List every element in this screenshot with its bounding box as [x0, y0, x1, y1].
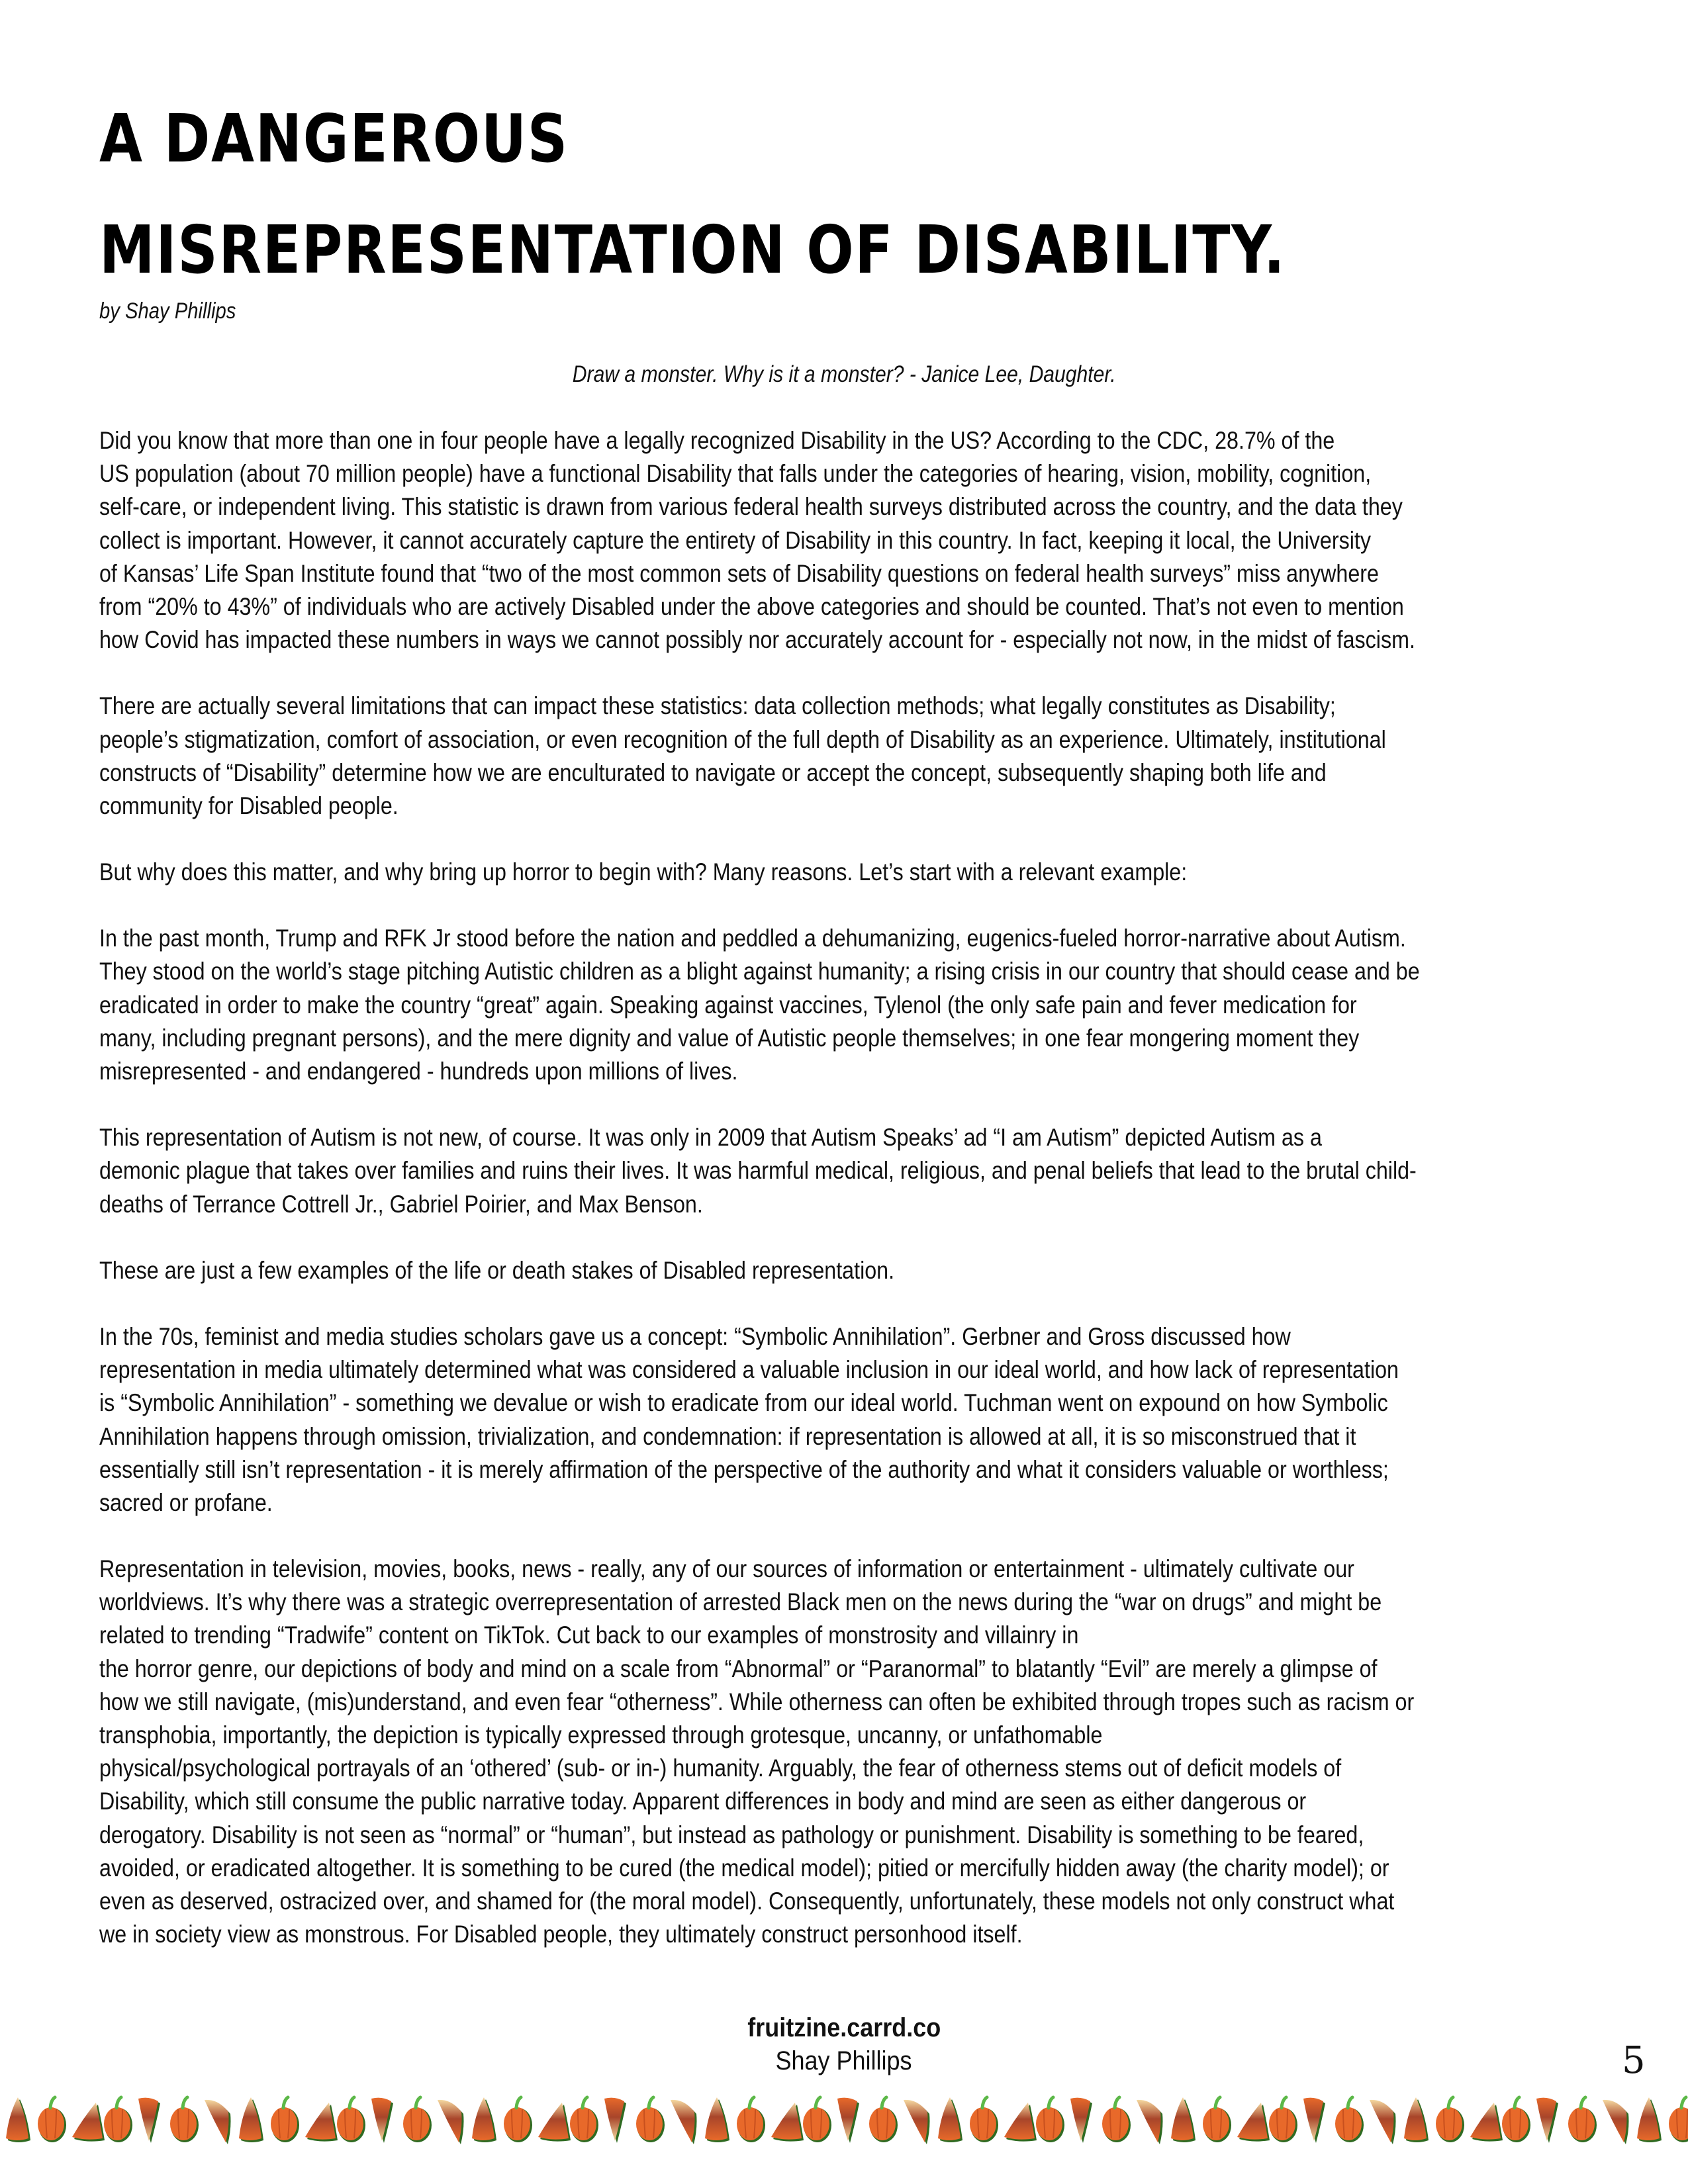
- candy-corn-icon: [604, 2098, 626, 2143]
- candy-corn-icon: [1637, 2097, 1662, 2142]
- candy-corn-icon: [1603, 2100, 1629, 2144]
- pumpkin-icon: [504, 2097, 532, 2142]
- paragraph-line: They stood on the world’s stage pitching Autistic children as a blight against humanity; a rising crisis in our country that should cease and be: [99, 957, 1420, 985]
- pumpkin-icon: [1502, 2097, 1530, 2142]
- candy-corn-icon: [904, 2100, 930, 2144]
- paragraph-line: self-care, or independent living. This statistic is drawn from various federal health surveys distributed across the country, and the data they: [99, 492, 1403, 521]
- pumpkin-icon: [570, 2097, 598, 2142]
- paragraph: [99, 424, 1595, 656]
- pumpkin-icon: [403, 2097, 432, 2142]
- paragraph-line: how Covid has impacted these numbers in ways we cannot possibly nor accurately account for - especially not now, in the midst of fascism.: [99, 625, 1415, 654]
- paragraph-line: essentially still isn’t representation - it is merely affirmation of the perspective of the authority and what it considers valuable or worthless;: [99, 1455, 1389, 1483]
- paragraph-line: related to trending “Tradwife” content on TikTok. Cut back to our examples of monstrosity and villainry in: [99, 1621, 1079, 1649]
- pumpkin-icon: [737, 2097, 765, 2142]
- candy-corn-icon: [671, 2100, 697, 2144]
- paragraph-line: even as deserved, ostracized over, and shamed for (the moral model). Consequently, unfortunately, these models not only construct what: [99, 1886, 1395, 1915]
- footer-site-link-wrap: [0, 2012, 1688, 2044]
- candy-corn-icon: [371, 2098, 393, 2143]
- footer-author: Shay Phillips: [775, 2046, 913, 2075]
- candy-corn-icon: [1470, 2103, 1503, 2142]
- paragraph-line: US population (about 70 million people) have a functional Disability that falls under the categories of hearing, vision, mobility, cognition,: [99, 459, 1372, 488]
- pumpkin-icon: [271, 2097, 299, 2142]
- pumpkin-icon: [1568, 2097, 1597, 2142]
- pumpkin-icon: [1036, 2097, 1064, 2142]
- paragraph-line: representation in media ultimately determined what was considered a valuable inclusion in our ideal world, and how lack of representation: [99, 1355, 1399, 1384]
- candy-corn-icon: [1004, 2103, 1037, 2142]
- candy-corn-icon: [1303, 2098, 1325, 2143]
- paragraph-line: deaths of Terrance Cottrell Jr., Gabriel Poirier, and Max Benson.: [99, 1189, 703, 1218]
- pumpkin-icon: [1436, 2097, 1464, 2142]
- candy-corn-icon: [1370, 2100, 1396, 2144]
- paragraph-line: In the 70s, feminist and media studies scholars gave us a concept: “Symbolic Annihilation”. Gerbner and Gross discussed how: [99, 1322, 1291, 1350]
- candy-corn-icon: [1404, 2097, 1429, 2142]
- candy-corn-icon: [72, 2103, 105, 2142]
- paragraph-line: from “20% to 43%” of individuals who are actively Disabled under the above categories and should be counted. That’s not even to mention: [99, 592, 1404, 620]
- footer-site-link[interactable]: fruitzine.carrd.co: [747, 2013, 941, 2042]
- pumpkin-icon: [38, 2097, 66, 2142]
- paragraph-line: of Kansas’ Life Span Institute found that “two of the most common sets of Disability questions on federal health surveys” miss anywhere: [99, 559, 1379, 587]
- candy-corn-icon: [1536, 2098, 1558, 2143]
- paragraph-line: the horror genre, our depictions of body and mind on a scale from “Abnormal” or “Paranormal” to blatantly “Evil” are merely a glimpse of: [99, 1654, 1378, 1682]
- pumpkin-icon: [104, 2097, 132, 2142]
- paragraph: [99, 921, 1595, 1087]
- candy-corn-icon: [205, 2100, 231, 2144]
- paragraph: [99, 1320, 1595, 1519]
- paragraph-line: avoided, or eradicated altogether. It is something to be cured (the medical model); pitied or mercifully hidden away (the charity model); or: [99, 1853, 1389, 1882]
- pumpkin-icon: [1269, 2097, 1297, 2142]
- paragraph-line: This representation of Autism is not new, of course. It was only in 2009 that Autism Speaks’ ad “I am Autism” depicted Autism as a: [99, 1123, 1322, 1152]
- pumpkin-icon: [803, 2097, 831, 2142]
- paragraph-line: misrepresented - and endangered - hundreds upon millions of lives.: [99, 1057, 738, 1085]
- pumpkin-icon: [1203, 2097, 1231, 2142]
- paragraph-line: derogatory. Disability is not seen as “normal” or “human”, but instead as pathology or punishment. Disability is something to be feared,: [99, 1820, 1364, 1848]
- pumpkin-icon: [1102, 2097, 1131, 2142]
- page-number: 5: [1622, 2039, 1646, 2082]
- candy-corn-icon: [538, 2103, 571, 2142]
- candy-corn-icon: [305, 2103, 338, 2142]
- paragraph-line: Disability, which still consume the public narrative today. Apparent differences in body and mind are seen as either dangerous or: [99, 1787, 1307, 1815]
- paragraph-line: Representation in television, movies, books, news - really, any of our sources of information or entertainment - ultimately cultivate our: [99, 1555, 1354, 1583]
- pumpkin-icon: [869, 2097, 898, 2142]
- candy-corn-icon: [938, 2097, 962, 2142]
- pumpkin-icon: [1669, 2097, 1688, 2142]
- candy-corn-icon: [438, 2100, 464, 2144]
- paragraph-line: community for Disabled people.: [99, 791, 399, 819]
- paragraph-line: There are actually several limitations that can impact these statistics: data collection methods; what legally constitutes as Disability;: [99, 692, 1336, 720]
- paragraph-line: many, including pregnant persons), and the mere dignity and value of Autistic people themselves; in one fear mongering moment they: [99, 1023, 1360, 1052]
- paragraph-line: demonic plague that takes over families and ruins their lives. It was harmful medical, religious, and penal beliefs that lead to the brutal child-: [99, 1156, 1417, 1185]
- paragraph-line: constructs of “Disability” determine how we are enculturated to navigate or accept the concept, subsequently shaping both life and: [99, 758, 1327, 786]
- paragraph-line: worldviews. It’s why there was a strategic overrepresentation of arrested Black men on the news during the “war on drugs” and might be: [99, 1588, 1382, 1616]
- epigraph: [0, 360, 1688, 389]
- pumpkin-icon: [970, 2097, 998, 2142]
- footer-author-wrap: [0, 2045, 1688, 2077]
- paragraph-line: transphobia, importantly, the depiction is typically expressed through grotesque, uncanny, or unfathomable: [99, 1721, 1103, 1749]
- paragraph-line: collect is important. However, it cannot accurately capture the entirety of Disability in this country. In fact, keeping it local, the University: [99, 525, 1371, 554]
- epigraph-text: Draw a monster. Why is it a monster? - Janice Lee, Daughter.: [572, 361, 1116, 387]
- candy-corn-icon: [239, 2097, 263, 2142]
- paragraph-line: how we still navigate, (mis)understand, and even fear “otherness”. While otherness can often be exhibited through tropes such as racism or: [99, 1687, 1415, 1715]
- paragraph-line: Annihilation happens through omission, trivialization, and condemnation: if representation is allowed at all, it is so misconstrued that it: [99, 1422, 1356, 1450]
- candy-corn-icon: [1171, 2097, 1196, 2142]
- pumpkin-icon: [1335, 2097, 1364, 2142]
- paragraph-line: people’s stigmatization, comfort of association, or even recognition of the full depth of Disability as an experience. Ultimately, institutional: [99, 725, 1386, 753]
- candy-corn-icon: [472, 2097, 496, 2142]
- candy-corn-icon: [1070, 2098, 1092, 2143]
- paragraph-line: But why does this matter, and why bring up horror to begin with? Many reasons. Let’s start with a relevant example:: [99, 858, 1188, 886]
- paragraph: [99, 855, 1595, 888]
- paragraph-line: Did you know that more than one in four people have a legally recognized Disability in the US? According to the CDC, 28.7% of the: [99, 426, 1335, 454]
- candy-corn-icon: [837, 2098, 859, 2143]
- paragraph: [99, 1552, 1595, 1950]
- pumpkin-icon: [636, 2097, 665, 2142]
- candy-border: [0, 2095, 1688, 2144]
- pumpkin-icon: [337, 2097, 365, 2142]
- pumpkin-icon: [170, 2097, 199, 2142]
- paragraph-line: physical/psychological portrayals of an ‘othered’ (sub- or in-) humanity. Arguably, the fear of otherness stems out of deficit models of: [99, 1754, 1342, 1782]
- candy-corn-icon: [1237, 2103, 1270, 2142]
- article-title-line-2: MISREPRESENTATION OF DISABILITY.: [99, 211, 1286, 289]
- article-body: [99, 424, 1595, 1983]
- paragraph-line: eradicated in order to make the country “great” again. Speaking against vaccines, Tylenol (the only safe pain and fever medication for: [99, 990, 1357, 1019]
- candy-corn-icon: [6, 2097, 30, 2142]
- candy-corn-icon: [771, 2103, 804, 2142]
- byline: by Shay Phillips: [99, 298, 236, 324]
- paragraph-line: is “Symbolic Annihilation” - something we devalue or wish to eradicate from our ideal world. Tuchman went on expound on how Symbolic: [99, 1388, 1388, 1417]
- paragraph-line: sacred or profane.: [99, 1488, 273, 1516]
- article-title-line-1: A DANGEROUS: [99, 100, 569, 177]
- paragraph: [99, 1253, 1595, 1287]
- paragraph-line: These are just a few examples of the life or death stakes of Disabled representation.: [99, 1255, 895, 1284]
- paragraph-line: we in society view as monstrous. For Disabled people, they ultimately construct personhood itself.: [99, 1920, 1023, 1948]
- paragraph: [99, 689, 1595, 822]
- candy-corn-icon: [705, 2097, 729, 2142]
- candy-corn-icon: [1137, 2100, 1163, 2144]
- paragraph: [99, 1120, 1595, 1220]
- paragraph-line: In the past month, Trump and RFK Jr stood before the nation and peddled a dehumanizing, eugenics-fueled horror-narrative about Autism.: [99, 924, 1406, 952]
- candy-corn-icon: [138, 2098, 160, 2143]
